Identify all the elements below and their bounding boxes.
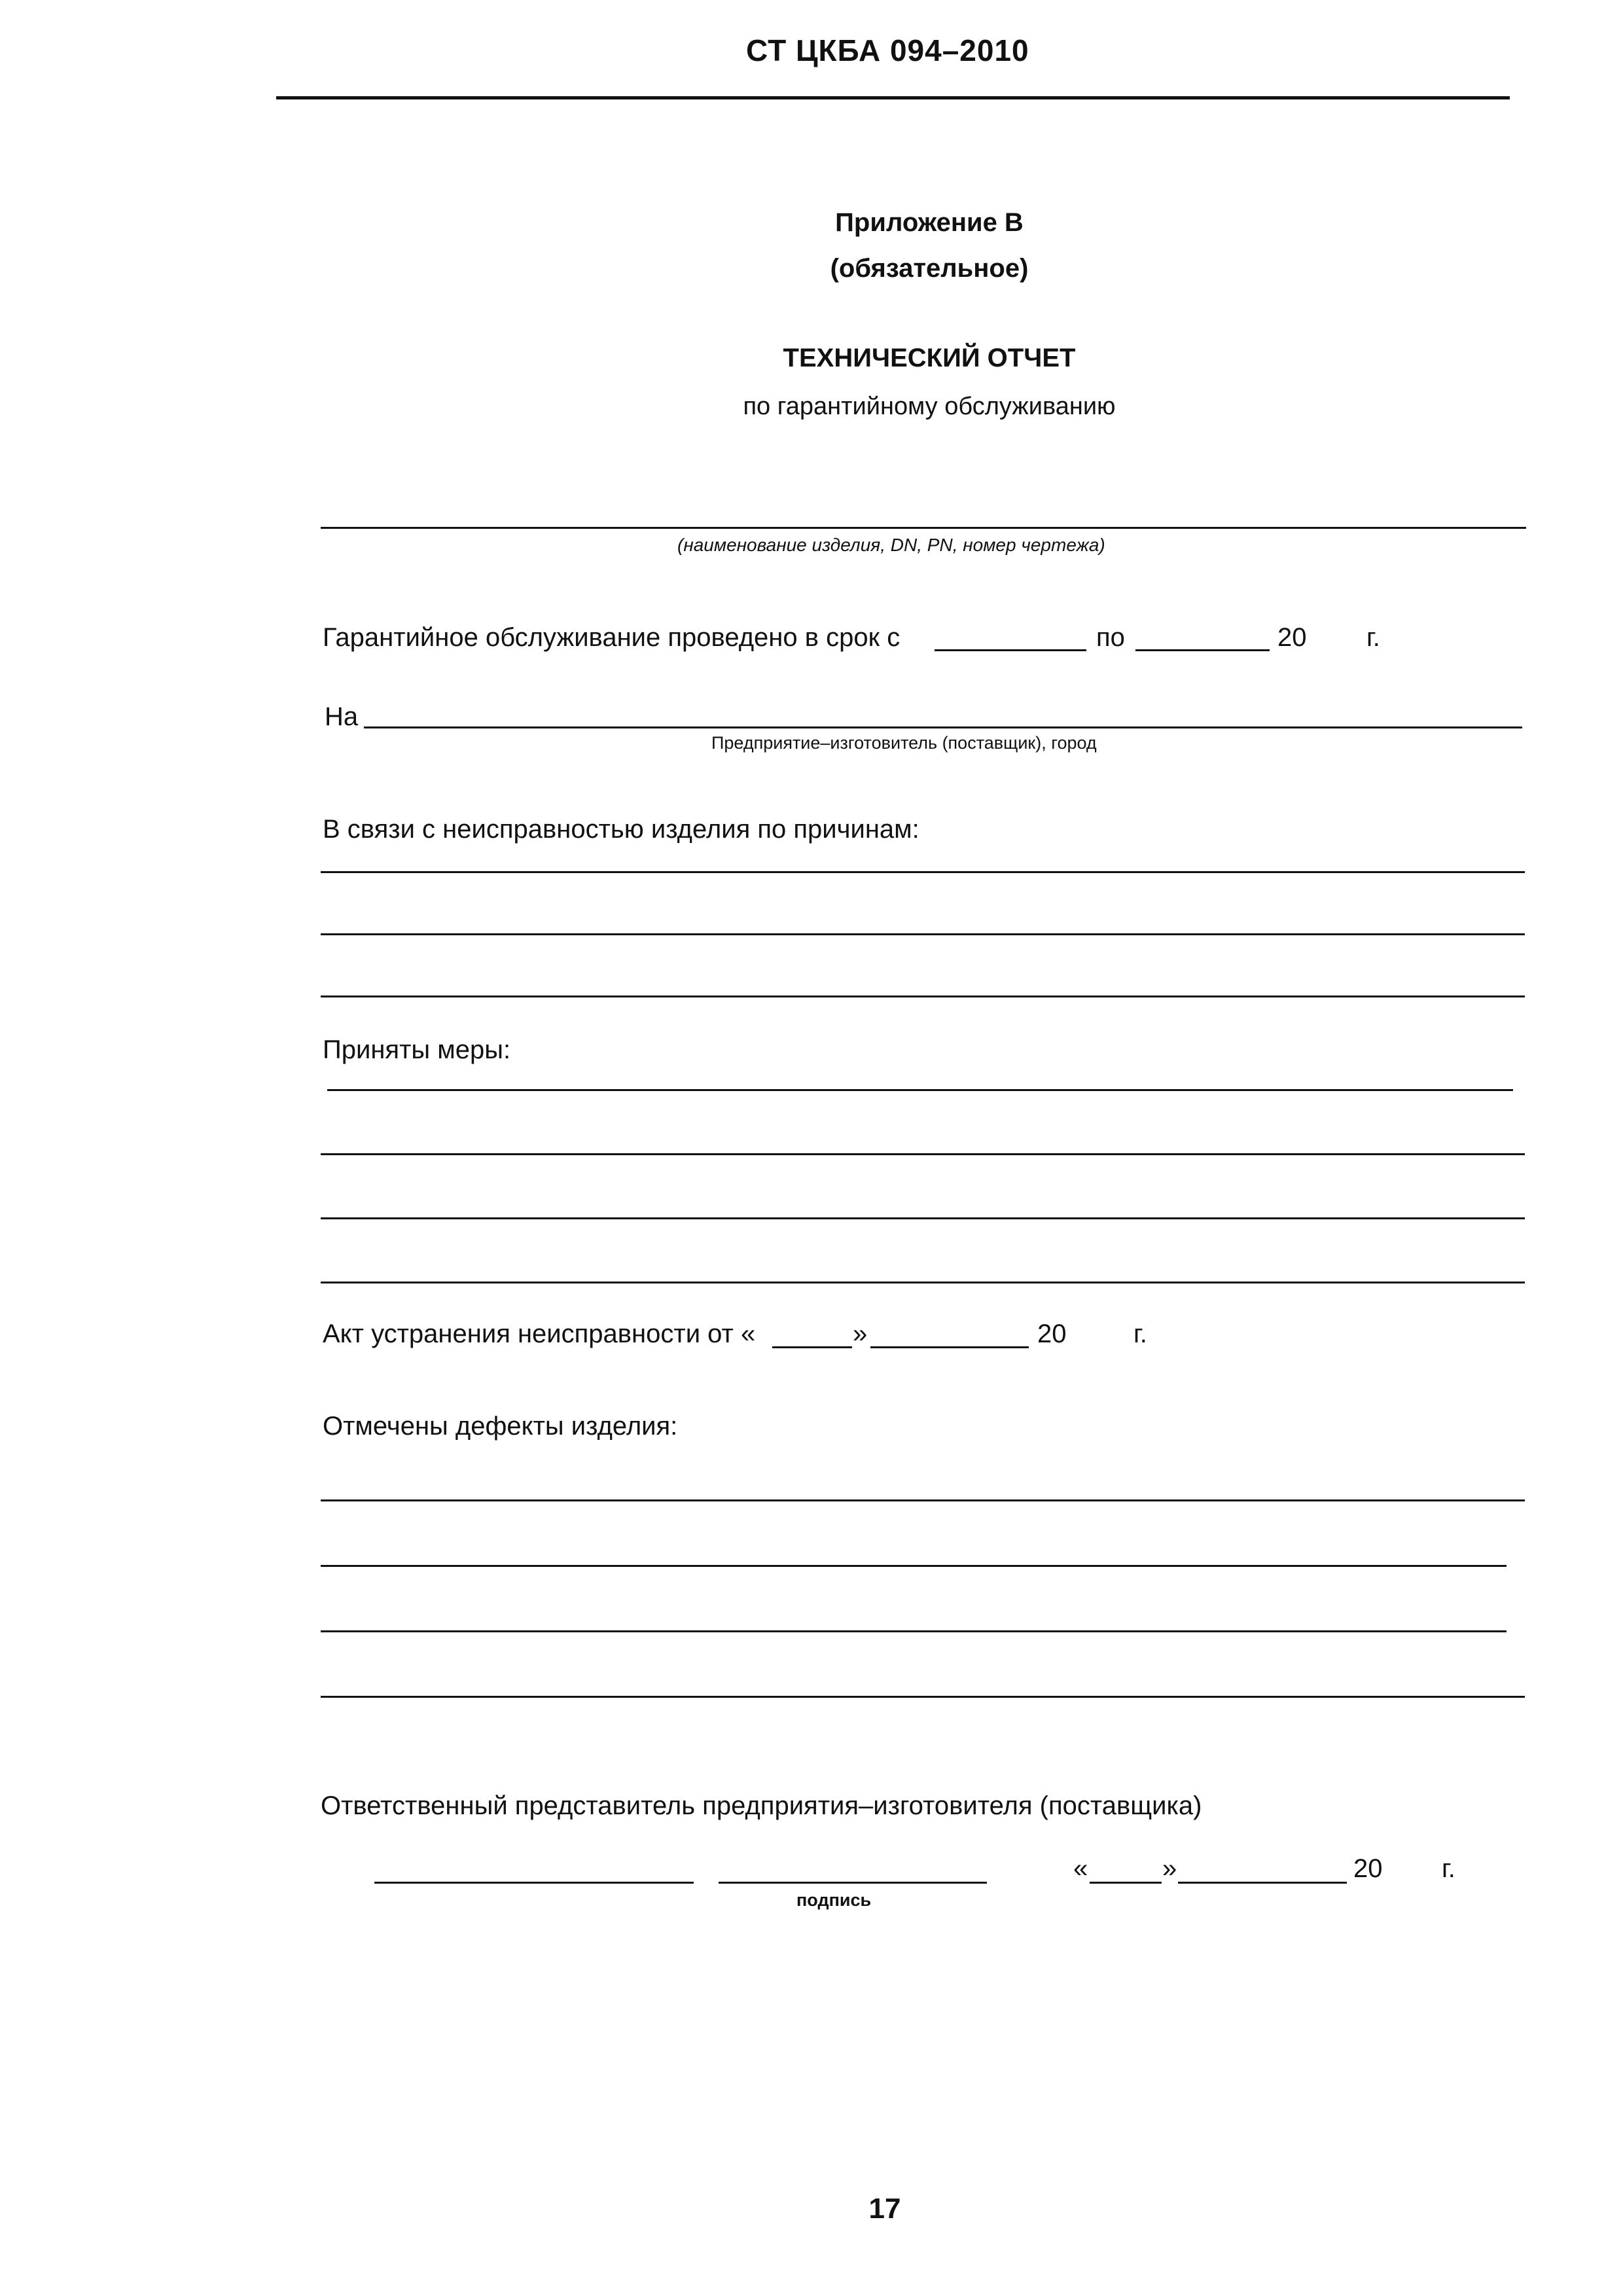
period-from-field[interactable] (935, 649, 1086, 651)
signature-open-quote: « (1073, 1854, 1088, 1883)
defects-line[interactable] (321, 1630, 1507, 1632)
supplier-caption: Предприятие–изготовитель (поставщик), город (711, 733, 1097, 753)
report-title: ТЕХНИЧЕСКИЙ ОТЧЕТ (783, 344, 1076, 372)
defects-line[interactable] (321, 1565, 1507, 1567)
signature-field[interactable] (719, 1882, 987, 1884)
defects-line[interactable] (321, 1696, 1525, 1698)
period-to-word: по (1096, 623, 1125, 652)
product-name-caption: (наименование изделия, DN, PN, номер чертежа) (677, 535, 1105, 555)
service-period-label: Гарантийное обслуживание проведено в срок с (323, 623, 901, 652)
header-rule (276, 96, 1510, 99)
act-close-quote: » (853, 1319, 868, 1348)
defects-line[interactable] (321, 1499, 1525, 1501)
standard-code-header: СТ ЦКБА 094–2010 (746, 33, 1029, 67)
signature-year-prefix: 20 (1353, 1854, 1383, 1883)
act-year-suffix: г. (1133, 1319, 1147, 1348)
act-year-prefix: 20 (1037, 1319, 1067, 1348)
measures-line[interactable] (327, 1089, 1513, 1091)
measures-line[interactable] (321, 1282, 1525, 1283)
measures-line[interactable] (321, 1153, 1525, 1155)
period-year-prefix: 20 (1277, 623, 1307, 652)
reasons-line[interactable] (321, 871, 1525, 873)
appendix-status: (обязательное) (830, 254, 1029, 283)
measures-label: Приняты меры: (323, 1035, 511, 1064)
act-month-field[interactable] (870, 1346, 1029, 1348)
supplier-label: На (325, 702, 359, 731)
act-day-field[interactable] (772, 1346, 852, 1348)
signature-month-field[interactable] (1178, 1882, 1347, 1884)
signature-caption: подпись (796, 1890, 872, 1910)
representative-name-field[interactable] (374, 1882, 694, 1884)
reasons-label: В связи с неисправностью изделия по причинам: (323, 815, 919, 844)
act-label: Акт устранения неисправности от « (323, 1319, 756, 1348)
reasons-line[interactable] (321, 996, 1525, 997)
product-name-field[interactable] (321, 527, 1526, 529)
signature-close-quote: » (1162, 1854, 1177, 1883)
appendix-title: Приложение В (835, 208, 1024, 237)
signature-label: Ответственный представитель предприятия–изготовителя (поставщика) (321, 1791, 1202, 1820)
page-number: 17 (868, 2193, 901, 2225)
report-subtitle: по гарантийному обслуживанию (743, 393, 1116, 420)
measures-line[interactable] (321, 1217, 1525, 1219)
signature-day-field[interactable] (1090, 1882, 1162, 1884)
defects-label: Отмечены дефекты изделия: (323, 1412, 678, 1441)
reasons-line[interactable] (321, 933, 1525, 935)
period-to-field[interactable] (1135, 649, 1270, 651)
signature-year-suffix: г. (1442, 1854, 1455, 1883)
supplier-field[interactable] (364, 726, 1522, 728)
period-year-suffix: г. (1366, 623, 1380, 652)
